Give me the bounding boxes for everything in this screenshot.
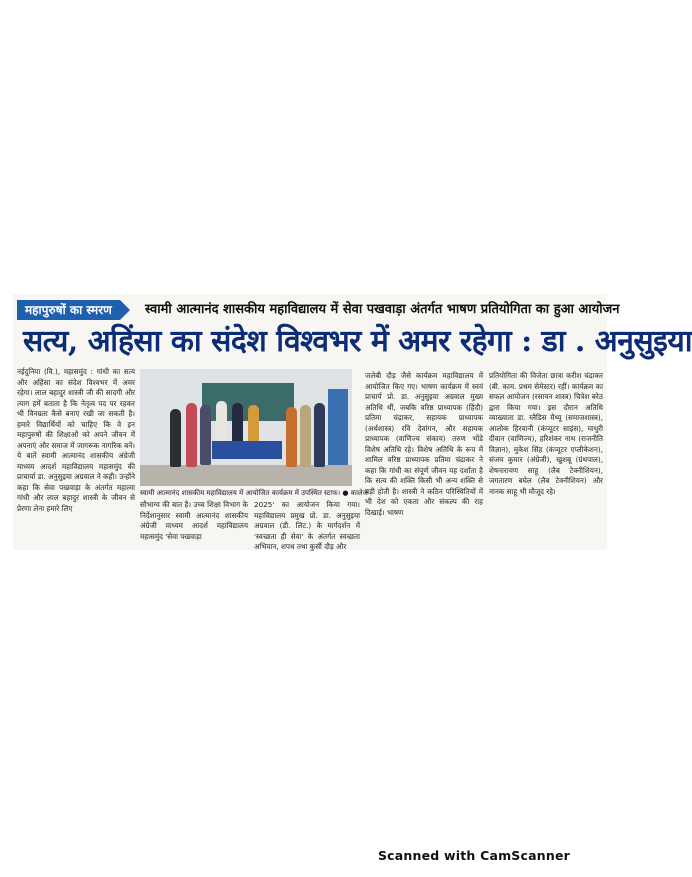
person [216,401,227,445]
headline: सत्य, अहिंसा का संदेश विश्वभर में अमर रहेगा : डा . अनुसुइया [23,324,692,359]
scanner-watermark: Scanned with CamScanner [377,848,570,863]
article-column-2a: सौभाग्य की बात है। उच्च शिक्षा विभाग के निर्देशानुसार स्वामी आत्मानंद शासकीय अंग्रेजी माध्यम आदर्श महाविद्यालय महासमुंद 'सेवा पखवाड़ा [140,500,248,541]
person [186,403,197,467]
article-column-4: प्रतियोगिता की विजेता छात्रा करीश चंद्राकर (बी. काम. प्रथम सेमेस्टर) रहीं। कार्यक्रम का सफल आयोजन (रसायन शास्त्र) चित्रेश बरेठ द्वारा किया गया। इस दौरान अतिथि व्याख्याता डा. ग्लैडिस मैथ्यू (समाजशास्त्र), आलोक हिरवानी (कंप्यूटर साइंस), माधुरी दीवान (वाणिज्य), हरिशंकर नाथ (राजनीति विज्ञान), मुकेश सिंह (कंप्यूटर एप्लीकेशन), संजय कुमार (अंग्रेजी), खुशबू (ग्रंथपाल), शेषनारायण साहू (लैब टेक्नीशियन), जगतारण बघेल (लैब टेक्नीशियन) और नानक साहू भी मौजूद रहे। [489,371,603,496]
person [170,409,181,467]
person [200,405,211,465]
person [314,403,325,467]
photo-caption: स्वामी आत्मानंद शासकीय महाविद्यालय में आयोजित कार्यक्रम में उपस्थित स्टाफ। ● कालेज [140,489,368,497]
event-photo [140,369,352,486]
door [328,389,348,475]
article-column-3: जलेबी दौड़ जैसे कार्यक्रम महाविद्यालय में आयोजित किए गए। भाषण कार्यक्रम में स्वयं प्राचार्य प्रो. डा. अनुसुइया अग्रवाल मुख्य अतिथि थीं, जबकि वरिष्ठ प्राध्यापक (हिंदी) प्रतिमा चंद्राकर, सहायक प्राध्यापक (अर्थशास्त्र) रवि देवांगन, और सहायक प्राध्यापक (वाणिज्य संकाय) तरुण भोंडे विशेष अतिथि रहे। विशेष अतिथि के रूप में शामिल वरिष्ठ प्राध्यापक प्रतिमा चंद्राकर ने कहा कि गांधी का संपूर्ण जीवन यह दर्शाता है कि सत्य की शक्ति किसी भी अन्य शक्ति से बड़ी होती है। शास्त्री ने कठिन परिस्थितियों में भी देश को एकता और संकल्प की राह दिखाई। भाषण [365,371,483,517]
kicker-row [13,298,620,322]
section-kicker: महापुरुषों का स्मरण [17,300,120,320]
person [300,405,311,467]
article-column-2b: 2025' का आयोजन किया गया। महाविद्यालय प्रमुख प्रो. डा. अनुसुइया अग्रवाल (डी. लिट.) के मार्गदर्शन में 'स्वच्छता ही सेवा' के अंतर्गत स्वच्छता अभियान, शपथ तथा कुर्सी दौड़ और [254,500,360,551]
subheadline: स्वामी आत्मानंद शासकीय महाविद्यालय में सेवा पखवाड़ा अंतर्गत भाषण प्रतियोगिता का हुआ आयोजन [145,302,620,317]
person [232,403,243,445]
person [248,405,259,445]
table [212,441,282,459]
article-column-1: नईदुनिया (वि.), महासमुंद : गांधी का सत्य और अहिंसा का संदेश विश्वभर में अमर रहेगा। लाल बहादुर शास्त्री जी की सादगी और त्याग हमें बताता है कि नेतृत्व पद पर रहकर भी विनम्रता कैसे बनाए रखी जा सकती है। हमारे विद्यार्थियों को चाहिए कि वे इन महापुरुषों की शिक्षाओं को अपने जीवन में अपनाएं और समाज में जागरूक नागरिक बनें। ये बातें स्वामी आत्मानंद शासकीय अंग्रेजी माध्यम आदर्श महाविद्यालय महासमुंद की प्राचार्या डा. अनुसुइया अग्रवाल ने कही। उन्होंने कहा कि सेवा पखवाड़ा के अंतर्गत महात्मा गांधी और लाल बहादुर शास्त्री के जीवन से प्रेरणा लेना हमारे लिए [17,367,135,513]
person [286,407,297,467]
newspaper-clipping [13,294,692,551]
